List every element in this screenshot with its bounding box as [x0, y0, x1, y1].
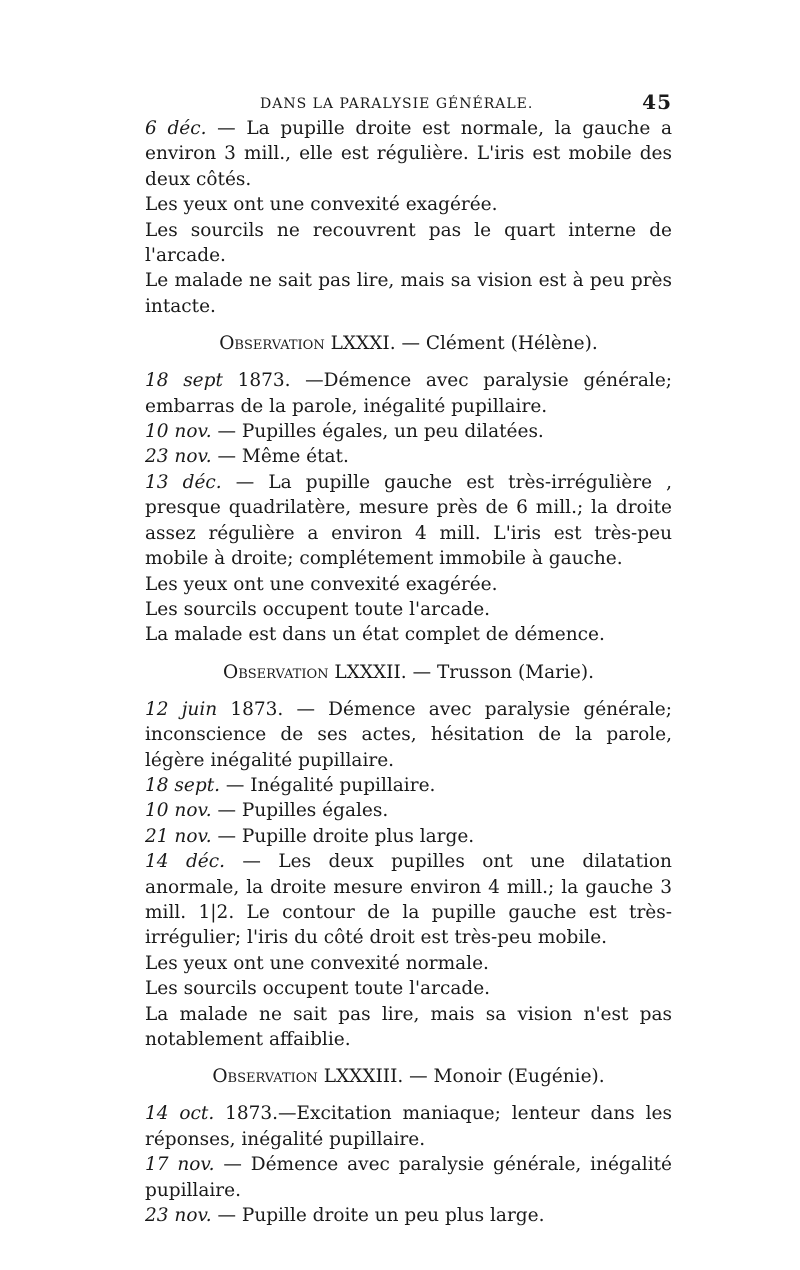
entry-text: — Pupille droite plus large. [211, 825, 475, 847]
paragraph: Les yeux ont une convexité exagérée. [145, 194, 498, 216]
paragraph [145, 798, 672, 823]
paragraph: La malade est dans un état complet de démence. [145, 624, 605, 646]
entry-date: 13 déc. [145, 471, 222, 493]
paragraph [145, 116, 672, 192]
observation-heading [145, 331, 672, 356]
paragraph: Les yeux ont une convexité exagérée. [145, 573, 498, 595]
entry-text: — Les deux pupilles ont une dilatation anormale, la droite mesure environ 4 mill.; la gauche 3 mill. 1|2. Le contour de la pupille gauche est très-irrégulier; l'iris du côté droit est très-peu mobile. [145, 851, 672, 949]
observation-heading [145, 660, 672, 685]
observation-label: Observation [212, 1066, 318, 1088]
entry-date: 14 déc. [145, 851, 225, 873]
paragraph [145, 470, 672, 572]
observation-label: Observation [223, 661, 329, 683]
paragraph [145, 824, 672, 849]
entry-date: 14 oct. [145, 1103, 215, 1125]
entry-date: 12 juin [145, 698, 218, 720]
observation-heading [145, 1064, 672, 1089]
entry-text: — Inégalité pupillaire. [220, 774, 436, 796]
patient-name: — Monoir (Eugénie). [403, 1066, 605, 1088]
paragraph: Les sourcils occupent toute l'arcade. [145, 978, 491, 1000]
paragraph [145, 849, 672, 951]
entry-text: — Pupille droite un peu plus large. [211, 1205, 545, 1227]
entry-text: 1873. —Démence avec paralysie générale; embarras de la parole, inégalité pupillaire. [145, 370, 673, 417]
paragraph: Les sourcils ne recouvrent pas le quart interne de l'arcade. [145, 219, 672, 267]
entry-text: — Pupilles égales, un peu dilatées. [211, 421, 544, 443]
patient-name: — Trusson (Marie). [406, 661, 594, 683]
entry-date: 10 nov. [145, 421, 212, 443]
observation-number: LXXXII. [328, 661, 407, 683]
page-body [145, 116, 672, 1228]
observation-number: LXXXI. [324, 333, 396, 355]
entry-text: — La pupille gauche est très-irrégulière , presque quadrilatère, mesure près de 6 mill.; la droite assez régulière a environ 4 mill. L'iris est très-peu mobile à droite; complétement immobile à gauche. [145, 471, 672, 570]
entry-text: 1873.—Excitation maniaque; lenteur dans les réponses, inégalité pupillaire. [145, 1103, 672, 1150]
entry-date: 6 déc. [145, 118, 207, 139]
entry-date: 18 sept [145, 370, 223, 392]
entry-date: 18 sept. [145, 774, 221, 796]
entry-text: — Même état. [211, 446, 349, 468]
paragraph [145, 773, 672, 798]
entry-text: — Pupilles égales. [211, 800, 389, 822]
observation-number: LXXXIII. [317, 1066, 404, 1088]
entry-date: 23 nov. [145, 446, 212, 468]
entry-date: 23 nov. [145, 1205, 212, 1227]
patient-name: — Clément (Hélène). [395, 333, 598, 355]
paragraph: La malade ne sait pas lire, mais sa vision n'est pas notablement affaiblie. [145, 1003, 672, 1050]
paragraph [145, 697, 672, 773]
entry-date: 21 nov. [145, 825, 212, 847]
paragraph: Les yeux ont une convexité normale. [145, 952, 489, 974]
paragraph [145, 1203, 672, 1228]
paragraph: Le malade ne sait pas lire, mais sa vision est à peu près intacte. [145, 270, 672, 317]
paragraph [145, 1101, 672, 1152]
entry-text: — Démence avec paralysie générale, inégalité pupillaire. [145, 1154, 672, 1201]
paragraph: Les sourcils occupent toute l'arcade. [145, 598, 491, 620]
running-head [145, 88, 672, 116]
entry-date: 17 nov. [145, 1154, 215, 1176]
paragraph [145, 444, 672, 469]
paragraph [145, 419, 672, 444]
page-number: 45 [642, 90, 672, 114]
paragraph [145, 1152, 672, 1203]
entry-date: 10 nov. [145, 800, 212, 822]
entry-text: 1873. — Démence avec paralysie générale; inconscience de ses actes, hésitation de la parole, légère inégalité pupillaire. [145, 698, 672, 771]
observation-label: Observation [219, 333, 325, 355]
entry-text: — La pupille droite est normale, la gauche a environ 3 mill., elle est régulière. L'iris est mobile des deux côtés. [145, 118, 672, 190]
paragraph [145, 368, 672, 419]
running-title: DANS LA PARALYSIE GÉNÉRALE. [260, 96, 534, 112]
